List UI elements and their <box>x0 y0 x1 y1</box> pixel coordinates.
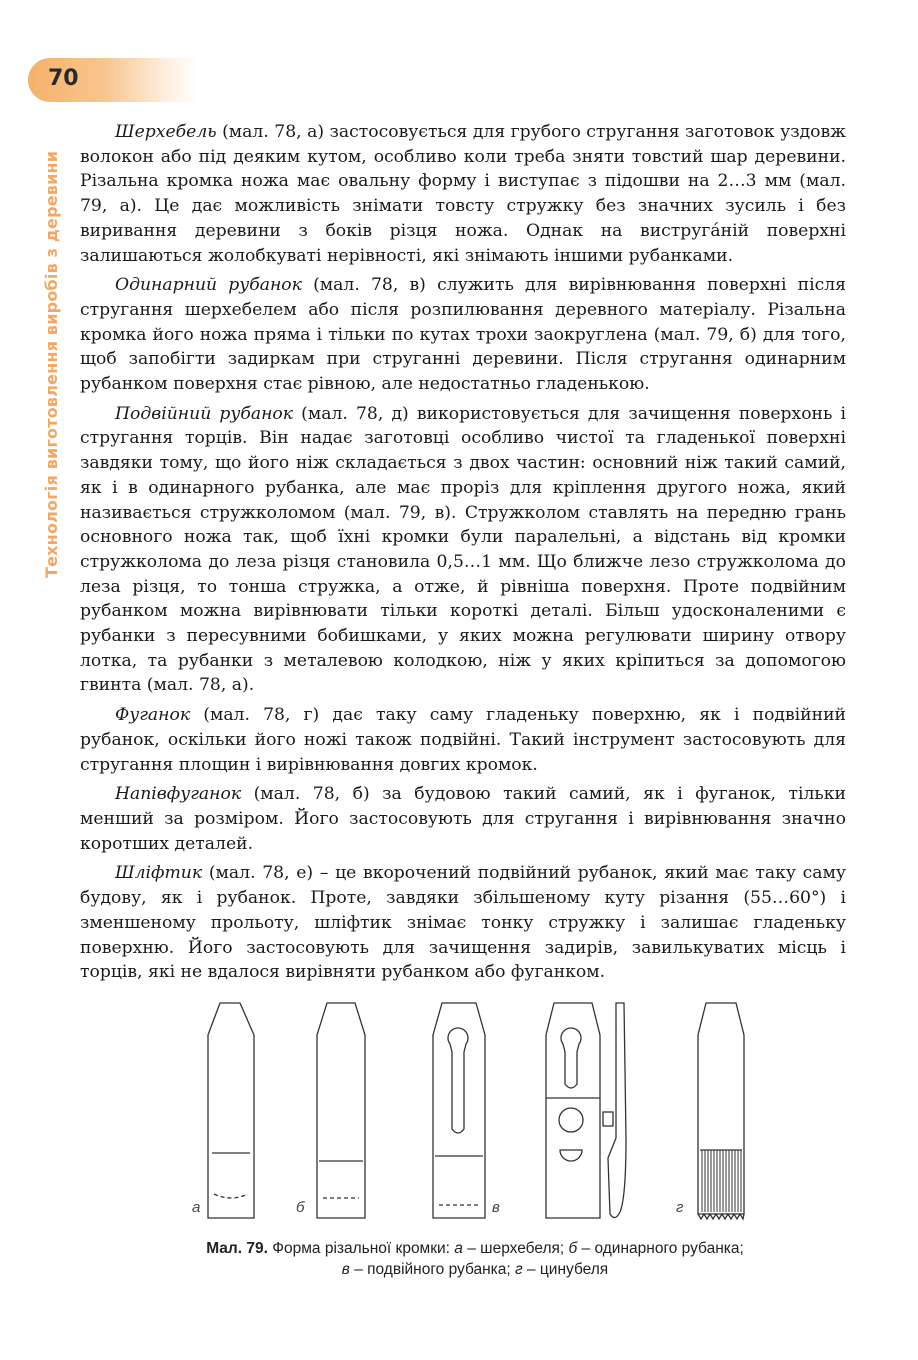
caption-letter: в <box>341 1261 350 1278</box>
blade-v-main <box>433 1003 485 1218</box>
blade-g <box>698 1003 744 1219</box>
label-g: г <box>676 1199 684 1216</box>
blade-b <box>317 1003 365 1218</box>
paragraph-text: (мал. 78, д) використовується для зачищення поверхонь і стругання торців. Він надає заготовці особливо чистої та гладенької поверхні завдяки тому, що його ніж складається з двох частин: основний ніж такий самий, як і в одинарного рубанка, але має проріз для кріплення другого ножа, який називається стружколомом (мал. 79, в). Стружколом ставлять на передню грань основного ножа так, щоб їхні кромки були паралельні, а відстань від кромки стружколома до леза різця становила 0,5…1 мм. Що ближче лезо стружколома до леза різця, то тонша стружка, а отже, й рівніша поверхня. Проте подвійним рубанком можна вирівнювати тільки короткі деталі. Більш удосконаленими є рубанки з пересувними бобишками, у яких можна регулювати ширину отвору лотка, та рубанки з металевою колодкою, ніж у яких кріпиться за допомогою гвинта (мал. 78, а). <box>80 403 846 696</box>
caption-text: – цинубеля <box>522 1261 609 1278</box>
paragraph-double-plane <box>80 402 846 698</box>
blade-v-chipbreaker <box>546 1003 626 1218</box>
paragraph-jointer <box>80 703 846 777</box>
caption-letter: б <box>568 1240 578 1257</box>
paragraph-smoothing-plane <box>80 861 846 985</box>
body-text <box>80 120 846 985</box>
paragraph-text: (мал. 78, г) дає таку саму гладеньку поверхню, як і подвійний рубанок, оскільки його ножі також подвійні. Такий інструмент застосовують для стругання площин і вирівнювання довгих кромок. <box>80 705 846 775</box>
term: Подвійний рубанок <box>115 403 294 424</box>
term: Шерхебель <box>115 122 217 142</box>
figure-caption <box>110 1238 840 1280</box>
term: Одинарний рубанок <box>115 275 302 296</box>
section-side-title: Технологія виготовлення виробів з деревини <box>42 150 61 578</box>
paragraph-text: (мал. 78, б) за будовою такий самий, як і фуганок, тільки менший за розміром. Його застосовують для стругання і вирівнювання значно коротших деталей. <box>80 784 846 854</box>
paragraph-text: (мал. 78, е) – це вкорочений подвійний рубанок, який має таку саму будову, як і рубанок. Проте, завдяки збільшеному куту різання (55…60°) і зменшеному прольоту, шліфтик знімає тонку стружку і залишає гладеньку поверхню. Його застосовують для зачищення задирів, завилькуватих місць і торців, які не вдалося вирівняти рубанком або фуганком. <box>80 863 846 983</box>
term: Напівфуганок <box>115 784 242 805</box>
caption-text: – подвійного рубанка; <box>349 1261 516 1278</box>
label-a: а <box>192 1199 201 1216</box>
caption-text: – одинарного рубанка; <box>577 1240 744 1257</box>
label-v: в <box>492 1199 500 1216</box>
label-b: б <box>296 1199 305 1216</box>
blade-a <box>208 1003 254 1218</box>
term: Шліфтик <box>115 863 203 884</box>
page-number: 70 <box>48 66 79 91</box>
term: Фуганок <box>115 705 191 726</box>
paragraph-text: (мал. 78, а) застосовується для грубого стругання заготовок уздовж волокон або під деяким кутом, особливо коли треба зняти товстий шар деревини. Різальна кромка ножа має овальну форму і виступає з підошви на 2…3 мм (мал. 79, а). Це дає можливість знімати товсту стружку без значних зусиль і без виривання деревини з боків різця ножа. Однак на вистругáній поверхні залишаються жолобкуваті нерівності, які знімають іншими рубанками. <box>80 122 846 266</box>
paragraph-text: (мал. 78, в) служить для вирівнювання поверхні після стругання шерхебелем або після розпилювання деревного матеріалу. Різальна кромка його ножа пряма і тільки по кутах трохи заокруглена (мал. 79, б) для того, щоб запобігти задиркам при струганні деревини. Після стругання одинарним рубанком поверхня стає рівною, але недостатньо гладенькою. <box>80 275 846 395</box>
caption-text: – шерхебеля; <box>462 1240 569 1257</box>
paragraph-half-jointer <box>80 782 846 856</box>
blade-shapes-figure <box>150 998 790 1228</box>
caption-letter: г <box>515 1261 523 1278</box>
paragraph-sherhebel <box>80 120 846 268</box>
caption-letter: а <box>454 1240 463 1257</box>
paragraph-single-plane <box>80 273 846 397</box>
caption-number: Мал. 79. <box>206 1240 268 1257</box>
caption-text: Форма різальної кромки: <box>267 1240 455 1257</box>
